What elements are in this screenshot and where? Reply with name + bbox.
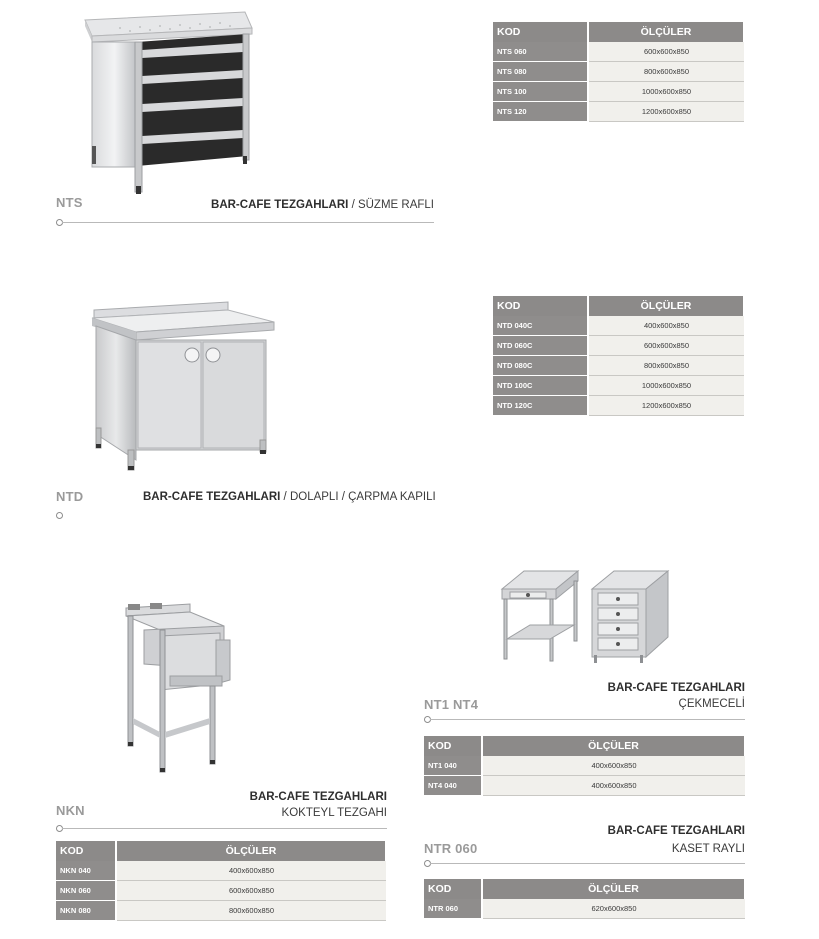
table-header-row [56, 841, 386, 861]
code-cell: NTS 100 [493, 82, 588, 102]
size-cell: 800x600x850 [116, 901, 386, 921]
kod-header: KOD [493, 296, 588, 316]
size-cell: 800x600x850 [588, 356, 744, 376]
nt1-code: NT1 NT4 [424, 697, 479, 712]
table-header-row [493, 296, 744, 316]
nt1-product-image [498, 567, 673, 665]
code-cell: NTD 120C [493, 396, 588, 416]
olculer-header: ÖLÇÜLER [116, 841, 386, 861]
ntd-title: BAR-CAFE TEZGAHLARI / DOLAPLI / ÇARPMA KAPILI [143, 491, 436, 503]
table-row [493, 316, 744, 336]
size-cell: 600x600x850 [116, 881, 386, 901]
nt1-title: BAR-CAFE TEZGAHLARI [607, 682, 745, 694]
size-cell: 400x600x850 [482, 756, 745, 776]
nkn-product-image [120, 600, 235, 775]
size-cell: 600x600x850 [588, 336, 744, 356]
size-cell: 1000x600x850 [588, 82, 744, 102]
code-cell: NTD 040C [493, 316, 588, 336]
code-cell: NTS 060 [493, 42, 588, 62]
ntr-subtitle: KASET RAYLI [671, 843, 745, 855]
code-cell: NTS 080 [493, 62, 588, 82]
ntd-product-image [88, 300, 278, 475]
table-header-row [493, 22, 744, 42]
olculer-header: ÖLÇÜLER [482, 879, 745, 899]
table-row [493, 376, 744, 396]
nts-code: NTS [56, 195, 83, 210]
code-cell: NKN 080 [56, 901, 116, 921]
table-row [424, 899, 745, 919]
size-cell: 1000x600x850 [588, 376, 744, 396]
code-cell: NTR 060 [424, 899, 482, 919]
nkn-title: BAR-CAFE TEZGAHLARI [249, 791, 387, 803]
code-cell: NTD 100C [493, 376, 588, 396]
table-row [424, 756, 745, 776]
table-row [56, 901, 386, 921]
nt1-spec-table [424, 736, 746, 796]
ntr-code: NTR 060 [424, 841, 478, 856]
ntr-spec-table [424, 879, 746, 919]
nt1-rule [430, 719, 745, 720]
table-row [424, 776, 745, 796]
size-cell: 600x600x850 [588, 42, 744, 62]
nts-product-image [80, 6, 260, 196]
size-cell: 1200x600x850 [588, 102, 744, 122]
kod-header: KOD [493, 22, 588, 42]
olculer-header: ÖLÇÜLER [482, 736, 745, 756]
table-row [56, 861, 386, 881]
code-cell: NTD 080C [493, 356, 588, 376]
table-row [493, 62, 744, 82]
code-cell: NT4 040 [424, 776, 482, 796]
code-cell: NKN 040 [56, 861, 116, 881]
code-cell: NKN 060 [56, 881, 116, 901]
nts-rule [62, 222, 434, 223]
ntr-title: BAR-CAFE TEZGAHLARI [607, 825, 745, 837]
ntd-rule-marker [56, 512, 63, 519]
nts-spec-table [493, 22, 745, 122]
kod-header: KOD [424, 736, 482, 756]
nkn-spec-table [56, 841, 387, 921]
table-row [493, 82, 744, 102]
code-cell: NT1 040 [424, 756, 482, 776]
nts-title: BAR-CAFE TEZGAHLARI / SÜZME RAFLI [211, 199, 434, 211]
ntd-spec-table [493, 296, 745, 416]
nkn-code: NKN [56, 803, 85, 818]
code-cell: NTD 060C [493, 336, 588, 356]
ntr-rule [430, 863, 745, 864]
size-cell: 400x600x850 [482, 776, 745, 796]
size-cell: 800x600x850 [588, 62, 744, 82]
size-cell: 400x600x850 [588, 316, 744, 336]
ntd-code: NTD [56, 489, 84, 504]
table-row [493, 356, 744, 376]
table-header-row [424, 736, 745, 756]
size-cell: 1200x600x850 [588, 396, 744, 416]
table-row [493, 336, 744, 356]
nkn-rule [62, 828, 387, 829]
nkn-subtitle: KOKTEYL TEZGAHI [281, 807, 387, 819]
table-row [493, 396, 744, 416]
table-row [493, 42, 744, 62]
table-row [56, 881, 386, 901]
olculer-header: ÖLÇÜLER [588, 22, 744, 42]
kod-header: KOD [56, 841, 116, 861]
code-cell: NTS 120 [493, 102, 588, 122]
table-row [493, 102, 744, 122]
kod-header: KOD [424, 879, 482, 899]
size-cell: 620x600x850 [482, 899, 745, 919]
olculer-header: ÖLÇÜLER [588, 296, 744, 316]
size-cell: 400x600x850 [116, 861, 386, 881]
nt1-subtitle: ÇEKMECELİ [678, 698, 745, 710]
table-header-row [424, 879, 745, 899]
